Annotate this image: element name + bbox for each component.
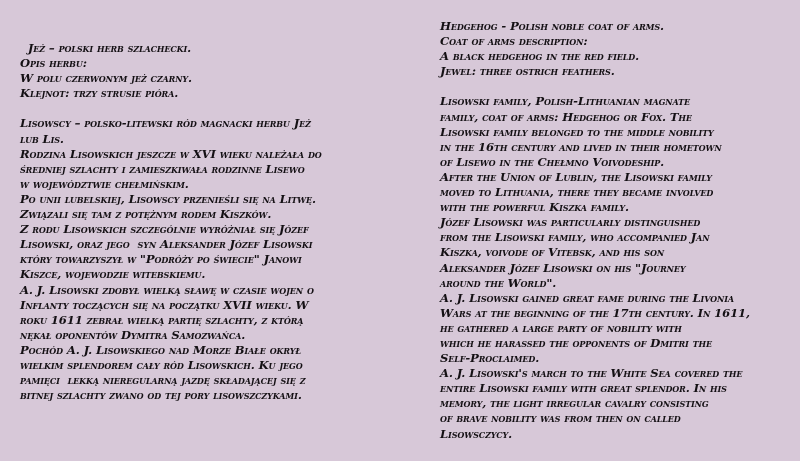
text-line: Jewel: three ostrich feathers.: [440, 64, 615, 79]
text-line: Kiszka, voivode of Vitebsk, and his son: [440, 245, 665, 260]
english-heraldry-heading: [440, 19, 785, 79]
text-line: Kiszce, wojewodzie witebskiemu.: [20, 267, 206, 282]
text-line: in the 16th century and lived in their hometown: [440, 139, 722, 154]
text-line: Jeż – polski herb szlachecki.: [20, 41, 192, 55]
text-line: Wars at the beginning of the 17th century. In 1611,: [440, 305, 750, 320]
text-line: Klejnot: trzy strusie pióra.: [20, 86, 179, 101]
text-line: around the World".: [440, 275, 557, 290]
text-line: Opis herbu:: [20, 56, 87, 71]
text-line: W polu czerwonym jeż czarny.: [20, 71, 192, 86]
text-line: memory, the light irregular cavalry consisting: [440, 396, 709, 411]
text-line: Lisowsczycy.: [440, 426, 513, 441]
text-line: który towarzyszył w "Podróży po świecie" Janowi: [20, 252, 302, 267]
polish-heraldry-heading: [20, 41, 395, 101]
text-line: Lisowski family, Polish-Lithuanian magnate: [440, 94, 691, 109]
text-line: he gathered a large party of nobility with: [440, 320, 682, 335]
text-line: A. J. Lisowski zdobył wielką sławę w czasie wojen o: [20, 282, 314, 297]
polish-text-column: [20, 41, 395, 403]
text-line: Z rodu Lisowskich szczególnie wyróżniał się Józef: [20, 222, 309, 237]
text-line: Self-Proclaimed.: [440, 351, 540, 366]
text-line: roku 1611 zebrał wielką partię szlachty, z którą: [20, 312, 304, 327]
text-line: A. J. Lisowski's march to the White Sea covered the: [440, 366, 743, 381]
text-line: pamięci lekką nieregularną jazdę składającej się z: [20, 373, 306, 388]
paragraph-gap: [440, 79, 785, 94]
text-line: of Lisewo in the Chełmno Voivodeship.: [440, 154, 665, 169]
text-line: Lisowscy – polsko-litewski ród magnacki herbu Jeż: [20, 116, 311, 131]
text-line: A. J. Lisowski gained great fame during the Livonia: [440, 290, 734, 305]
text-line: Rodzina Lisowskich jeszcze w XVI wieku należała do: [20, 146, 322, 161]
english-family-history: [440, 94, 785, 441]
text-line: with the powerful Kiszka family.: [440, 200, 629, 215]
text-line: Po unii lubelskiej, Lisowscy przenieśli się na Litwę.: [20, 191, 316, 206]
text-line: Aleksander Józef Lisowski on his "Journey: [440, 260, 686, 275]
text-line: Pochód A. J. Lisowskiego nad Morze Białe okrył: [20, 342, 301, 357]
text-line: Lisowski family belonged to the middle nobility: [440, 124, 714, 139]
text-line: średniej szlachty i zamieszkiwała rodzinne Lisewo: [20, 161, 305, 176]
english-text-column: [440, 19, 785, 442]
polish-family-history: [20, 116, 395, 403]
text-line: Coat of arms description:: [440, 34, 588, 49]
text-line: moved to Lithuania, there they became involved: [440, 185, 714, 200]
text-line: Lisowski, oraz jego syn Aleksander Józef Lisowski: [20, 237, 313, 252]
text-line: entire Lisowski family with great splendor. In his: [440, 381, 727, 396]
text-line: Inflanty toczących się na początku XVII wieku. W: [20, 297, 309, 312]
text-line: nękał oponentów Dymitra Samozwańca.: [20, 327, 246, 342]
text-line: After the Union of Lublin, the Lisowski family: [440, 169, 712, 184]
text-line: Józef Lisowski was particularly distinguished: [440, 215, 701, 230]
text-line: bitnej szlachty zwano od tej pory lisowszczykami.: [20, 388, 302, 403]
text-line: Hedgehog - Polish noble coat of arms.: [440, 19, 664, 33]
text-line: of brave nobility was from then on called: [440, 411, 681, 426]
paragraph-gap: [20, 101, 395, 116]
text-line: w województwie chełmińskim.: [20, 176, 189, 191]
text-line: which he harassed the opponents of Dmitri the: [440, 335, 712, 350]
text-line: family, coat of arms: Hedgehog or Fox. The: [440, 109, 692, 124]
text-line: A black hedgehog in the red field.: [440, 49, 640, 64]
text-line: wielkim splendorem cały ród Lisowskich. Ku jego: [20, 357, 303, 372]
text-line: from the Lisowski family, who accompanied Jan: [440, 230, 710, 245]
text-line: lub Lis.: [20, 131, 64, 146]
text-line: Związali się tam z potężnym rodem Kiszków.: [20, 207, 272, 222]
